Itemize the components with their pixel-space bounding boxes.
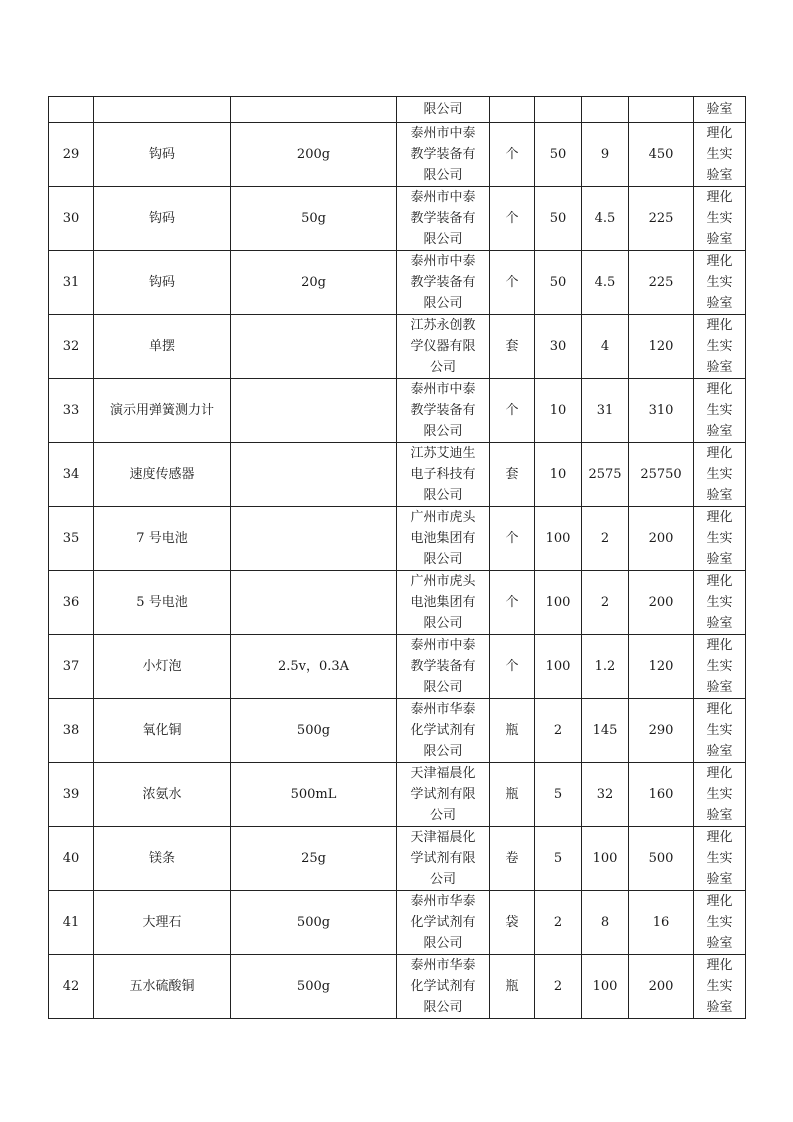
- cell-name: 浓氨水: [94, 763, 231, 827]
- cell-supplier: 限公司: [397, 97, 490, 123]
- cell-spec: 25g: [231, 827, 397, 891]
- cell-unit: 个: [490, 571, 535, 635]
- cell-total: 310: [629, 379, 694, 443]
- cell-qty: 30: [535, 315, 582, 379]
- cell-name: 小灯泡: [94, 635, 231, 699]
- cell-qty: 2: [535, 955, 582, 1019]
- cell-supplier: 江苏永创教 学仪器有限 公司: [397, 315, 490, 379]
- cell-no: 42: [49, 955, 94, 1019]
- cell-total: 120: [629, 315, 694, 379]
- cell-price: [582, 97, 629, 123]
- cell-total: 200: [629, 955, 694, 1019]
- table-row: [49, 635, 746, 699]
- cell-name: 五水硫酸铜: [94, 955, 231, 1019]
- cell-total: 160: [629, 763, 694, 827]
- cell-unit: 瓶: [490, 699, 535, 763]
- cell-name: [94, 97, 231, 123]
- cell-qty: 10: [535, 379, 582, 443]
- cell-location: 理化 生实 验室: [694, 315, 746, 379]
- cell-qty: 100: [535, 507, 582, 571]
- cell-spec: [231, 315, 397, 379]
- cell-spec: 200g: [231, 123, 397, 187]
- cell-no: 35: [49, 507, 94, 571]
- table-row: [49, 763, 746, 827]
- cell-location: 理化 生实 验室: [694, 379, 746, 443]
- cell-total: 120: [629, 635, 694, 699]
- cell-unit: 袋: [490, 891, 535, 955]
- cell-price: 100: [582, 827, 629, 891]
- cell-supplier: 泰州市中泰 教学装备有 限公司: [397, 251, 490, 315]
- cell-no: 31: [49, 251, 94, 315]
- cell-price: 31: [582, 379, 629, 443]
- cell-no: 36: [49, 571, 94, 635]
- cell-supplier: 广州市虎头 电池集团有 限公司: [397, 507, 490, 571]
- cell-location: 理化 生实 验室: [694, 699, 746, 763]
- cell-price: 2575: [582, 443, 629, 507]
- cell-supplier: 泰州市中泰 教学装备有 限公司: [397, 123, 490, 187]
- cell-spec: 2.5v，0.3A: [231, 635, 397, 699]
- cell-qty: 100: [535, 571, 582, 635]
- cell-spec: 50g: [231, 187, 397, 251]
- cell-name: 大理石: [94, 891, 231, 955]
- table-row: [49, 827, 746, 891]
- cell-qty: 10: [535, 443, 582, 507]
- cell-unit: 个: [490, 379, 535, 443]
- cell-unit: 瓶: [490, 955, 535, 1019]
- cell-qty: 50: [535, 251, 582, 315]
- cell-unit: 个: [490, 251, 535, 315]
- cell-unit: 套: [490, 443, 535, 507]
- table-row: [49, 187, 746, 251]
- cell-name: 7 号电池: [94, 507, 231, 571]
- cell-qty: 50: [535, 123, 582, 187]
- cell-name: 速度传感器: [94, 443, 231, 507]
- table-row: [49, 443, 746, 507]
- cell-no: 39: [49, 763, 94, 827]
- cell-total: [629, 97, 694, 123]
- cell-unit: 个: [490, 123, 535, 187]
- cell-price: 100: [582, 955, 629, 1019]
- cell-no: 32: [49, 315, 94, 379]
- cell-qty: 2: [535, 699, 582, 763]
- cell-qty: 5: [535, 763, 582, 827]
- cell-price: 4: [582, 315, 629, 379]
- cell-qty: 2: [535, 891, 582, 955]
- cell-total: 200: [629, 507, 694, 571]
- cell-location: 验室: [694, 97, 746, 123]
- cell-price: 32: [582, 763, 629, 827]
- cell-qty: [535, 97, 582, 123]
- cell-total: 225: [629, 187, 694, 251]
- table-row: [49, 699, 746, 763]
- cell-total: 16: [629, 891, 694, 955]
- cell-supplier: 泰州市中泰 教学装备有 限公司: [397, 379, 490, 443]
- cell-spec: [231, 571, 397, 635]
- cell-location: 理化 生实 验室: [694, 635, 746, 699]
- equipment-table: [48, 96, 746, 1019]
- cell-spec: 20g: [231, 251, 397, 315]
- cell-supplier: 泰州市华泰 化学试剂有 限公司: [397, 891, 490, 955]
- table-row: [49, 379, 746, 443]
- cell-price: 2: [582, 571, 629, 635]
- cell-unit: 个: [490, 635, 535, 699]
- cell-name: 钩码: [94, 123, 231, 187]
- cell-location: 理化 生实 验室: [694, 763, 746, 827]
- cell-name: 单摆: [94, 315, 231, 379]
- table-row: [49, 315, 746, 379]
- cell-supplier: 泰州市中泰 教学装备有 限公司: [397, 187, 490, 251]
- cell-supplier: 天津福晨化 学试剂有限 公司: [397, 827, 490, 891]
- cell-no: 29: [49, 123, 94, 187]
- cell-no: [49, 97, 94, 123]
- cell-total: 25750: [629, 443, 694, 507]
- cell-name: 演示用弹簧测力计: [94, 379, 231, 443]
- table-row: [49, 507, 746, 571]
- cell-name: 钩码: [94, 251, 231, 315]
- cell-name: 氧化铜: [94, 699, 231, 763]
- cell-spec: [231, 379, 397, 443]
- cell-no: 41: [49, 891, 94, 955]
- cell-name: 镁条: [94, 827, 231, 891]
- cell-price: 9: [582, 123, 629, 187]
- cell-no: 30: [49, 187, 94, 251]
- cell-supplier: 广州市虎头 电池集团有 限公司: [397, 571, 490, 635]
- cell-unit: 个: [490, 507, 535, 571]
- cell-total: 500: [629, 827, 694, 891]
- cell-supplier: 江苏艾迪生 电子科技有 限公司: [397, 443, 490, 507]
- cell-qty: 100: [535, 635, 582, 699]
- cell-qty: 5: [535, 827, 582, 891]
- cell-price: 4.5: [582, 187, 629, 251]
- cell-price: 8: [582, 891, 629, 955]
- table-body: [49, 97, 746, 1019]
- cell-supplier: 泰州市中泰 教学装备有 限公司: [397, 635, 490, 699]
- cell-location: 理化 生实 验室: [694, 251, 746, 315]
- cell-supplier: 泰州市华泰 化学试剂有 限公司: [397, 699, 490, 763]
- cell-unit: 瓶: [490, 763, 535, 827]
- cell-total: 450: [629, 123, 694, 187]
- cell-no: 34: [49, 443, 94, 507]
- cell-spec: [231, 97, 397, 123]
- table-row-continuation: [49, 97, 746, 123]
- cell-supplier: 泰州市华泰 化学试剂有 限公司: [397, 955, 490, 1019]
- cell-no: 38: [49, 699, 94, 763]
- cell-location: 理化 生实 验室: [694, 123, 746, 187]
- cell-spec: 500g: [231, 699, 397, 763]
- cell-supplier: 天津福晨化 学试剂有限 公司: [397, 763, 490, 827]
- cell-location: 理化 生实 验室: [694, 891, 746, 955]
- cell-location: 理化 生实 验室: [694, 827, 746, 891]
- table-row: [49, 251, 746, 315]
- cell-unit: 卷: [490, 827, 535, 891]
- cell-unit: 个: [490, 187, 535, 251]
- cell-qty: 50: [535, 187, 582, 251]
- cell-location: 理化 生实 验室: [694, 187, 746, 251]
- cell-spec: [231, 443, 397, 507]
- cell-spec: 500g: [231, 891, 397, 955]
- cell-location: 理化 生实 验室: [694, 507, 746, 571]
- cell-spec: [231, 507, 397, 571]
- cell-price: 1.2: [582, 635, 629, 699]
- cell-name: 钩码: [94, 187, 231, 251]
- cell-location: 理化 生实 验室: [694, 571, 746, 635]
- cell-price: 4.5: [582, 251, 629, 315]
- cell-name: 5 号电池: [94, 571, 231, 635]
- cell-unit: 套: [490, 315, 535, 379]
- cell-total: 225: [629, 251, 694, 315]
- cell-location: 理化 生实 验室: [694, 443, 746, 507]
- table-row: [49, 955, 746, 1019]
- cell-total: 200: [629, 571, 694, 635]
- cell-location: 理化 生实 验室: [694, 955, 746, 1019]
- table-row: [49, 571, 746, 635]
- table-row: [49, 123, 746, 187]
- cell-no: 40: [49, 827, 94, 891]
- cell-no: 33: [49, 379, 94, 443]
- table-row: [49, 891, 746, 955]
- cell-no: 37: [49, 635, 94, 699]
- cell-price: 145: [582, 699, 629, 763]
- cell-total: 290: [629, 699, 694, 763]
- cell-spec: 500g: [231, 955, 397, 1019]
- cell-unit: [490, 97, 535, 123]
- cell-price: 2: [582, 507, 629, 571]
- cell-spec: 500mL: [231, 763, 397, 827]
